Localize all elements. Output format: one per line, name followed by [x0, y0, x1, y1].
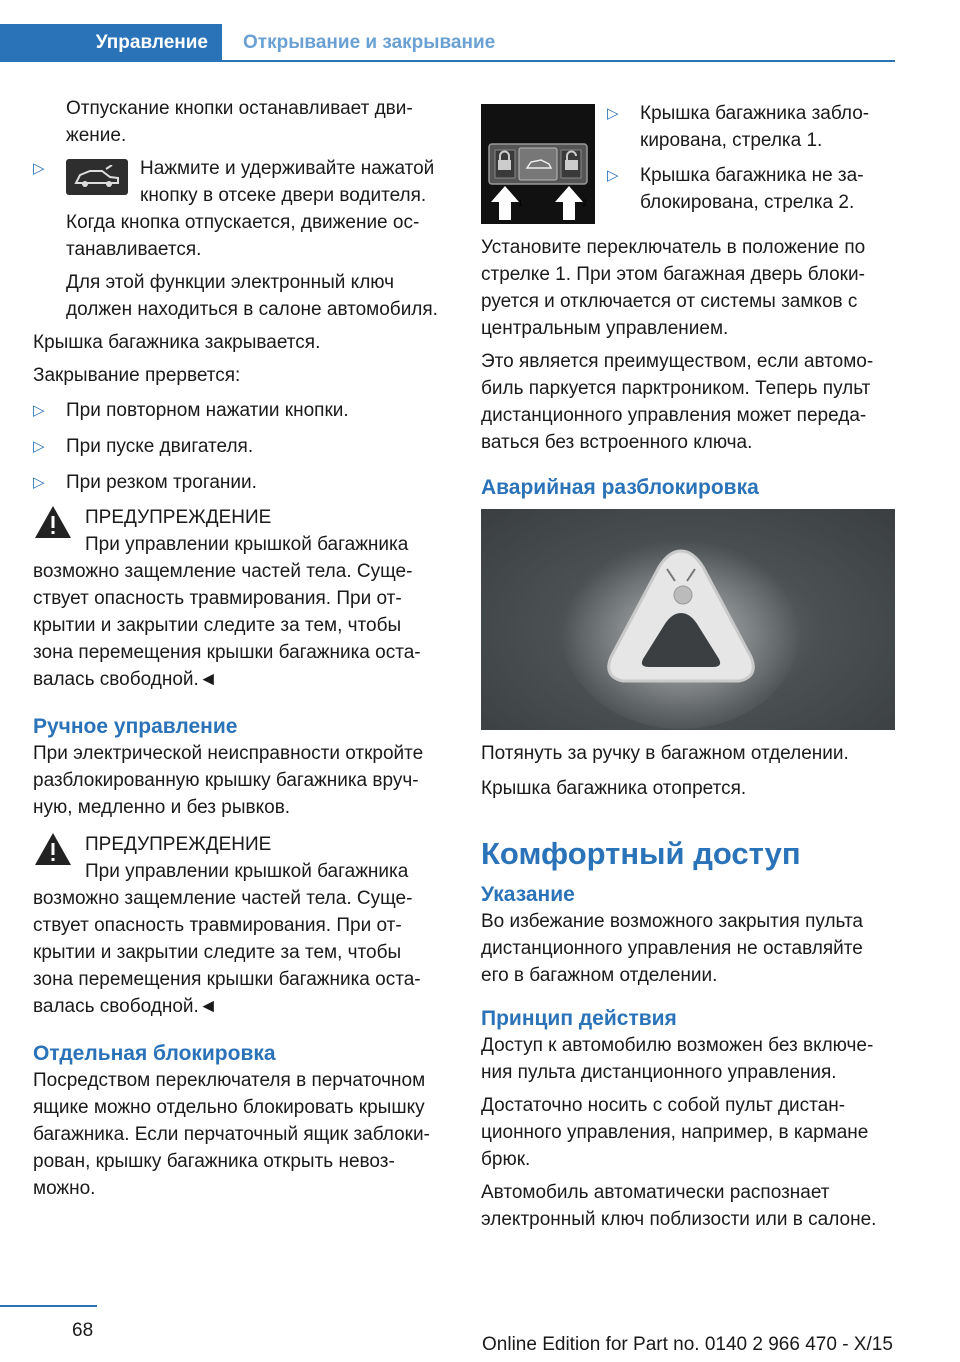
bullet-triangle-icon: ▷	[33, 160, 45, 177]
list-item	[607, 162, 896, 216]
bullet-triangle-icon: ▷	[607, 105, 619, 122]
right-column	[481, 100, 896, 501]
list-item-text: При резком трогании.	[66, 472, 257, 493]
section-heading: Аварийная разблокировка	[481, 476, 759, 499]
list-item	[33, 397, 448, 424]
list-item	[33, 433, 448, 460]
left-column	[33, 95, 448, 1202]
warning-line: При управлении крышкой багажника	[85, 861, 409, 882]
trunk-button-icon	[66, 159, 128, 195]
footer-rule	[0, 1305, 97, 1307]
warning-triangle-icon	[33, 831, 73, 867]
page-number: 68	[72, 1320, 94, 1341]
header-rule	[0, 60, 895, 62]
right-column-lower	[481, 740, 896, 1233]
paragraph: Установите переключатель в положение по стрелке 1. При этом багажная дверь блоки- руется и отключается от системы замков с центральным управлением.	[481, 237, 866, 339]
bullet-triangle-icon: ▷	[607, 167, 619, 184]
arrow-label-1: 1	[518, 198, 524, 208]
bullet-triangle-icon: ▷	[33, 438, 45, 455]
warning-title: ПРЕДУПРЕЖДЕНИЕ	[85, 834, 272, 855]
paragraph: Посредством переключателя в перчаточном ящике можно отдельно блокировать крышку багажника. Если перчаточный ящик заблоки- рован, крышку багажника открыть невоз- можно.	[33, 1070, 430, 1199]
footer-edition: Online Edition for Part no. 0140 2 966 470 - X/15	[482, 1334, 893, 1355]
header-subsection: Открывание и закрывание	[243, 32, 496, 53]
paragraph: При электрической неисправности откройте разблокированную крышку багажника вруч- ную, медленно и без рывков.	[33, 743, 424, 818]
list-item-text: При пуске двигателя.	[66, 436, 254, 457]
paragraph: Крышка багажника отопрется.	[481, 778, 747, 799]
bullet-triangle-icon: ▷	[33, 402, 45, 419]
bullet-continuation: Когда кнопка отпускается, движение ос- танавливается.	[66, 212, 420, 260]
bullet-triangle-icon: ▷	[33, 474, 45, 491]
warning-text: возможно защемление частей тела. Суще- ствует опасность травмирования. При от- крытии и закрытии следите за тем, чтобы зона перемещения крышки багажника оста- валась свободной.◄	[33, 888, 421, 1017]
warning-title: ПРЕДУПРЕЖДЕНИЕ	[85, 507, 272, 528]
paragraph: Отпускание кнопки останавливает дви- жение.	[66, 98, 413, 146]
list-item-text: Крышка багажника не за- блокирована, стрелка 2.	[640, 165, 864, 213]
paragraph: Потянуть за ручку в багажном отделении.	[481, 743, 849, 764]
paragraph: Доступ к автомобилю возможен без включе- ния пульта дистанционного управления.	[481, 1035, 874, 1083]
warning-block	[33, 831, 448, 1020]
section-heading: Ручное управление	[33, 715, 238, 738]
paragraph: Во избежание возможного закрытия пульта дистанционного управления не оставляйте его в багажном отделении.	[481, 911, 863, 986]
header-section-tab	[0, 24, 222, 62]
list-item	[33, 469, 448, 496]
arrow-label-2: 2	[582, 198, 588, 208]
paragraph: Крышка багажника закрывается.	[33, 332, 321, 353]
warning-text: возможно защемление частей тела. Суще- ствует опасность травмирования. При от- крытии и закрытии следите за тем, чтобы зона перемещения крышки багажника оста- валась свободной.◄	[33, 561, 421, 690]
paragraph: Достаточно носить с собой пульт дистан- ционного управления, например, в кармане брюк.	[481, 1095, 869, 1170]
paragraph: Это является преимуществом, если автомо- биль паркуется парктроником. Теперь пульт дистанционного управления может переда- ваться без встроенного ключа.	[481, 351, 874, 453]
emergency-release-handle-image	[481, 509, 895, 730]
list-item	[607, 100, 896, 154]
header-section: Управление	[95, 32, 208, 53]
section-heading: Принцип действия	[481, 1007, 677, 1030]
paragraph: Автомобиль автоматически распознает электронный ключ поблизости или в салоне.	[481, 1182, 877, 1230]
warning-triangle-icon	[33, 504, 73, 540]
list-item-text: При повторном нажатии кнопки.	[66, 400, 349, 421]
paragraph: Закрывание прервется:	[33, 365, 241, 386]
warning-line: При управлении крышкой багажника	[85, 534, 409, 555]
bullet-line: кнопку в отсеке двери водителя.	[140, 185, 427, 206]
bullet-line: Нажмите и удерживайте нажатой	[140, 158, 435, 179]
list-item-text: Крышка багажника забло- кирована, стрелка 1.	[640, 103, 870, 151]
chapter-heading: Комфортный доступ	[481, 836, 801, 871]
bullet-note: Для этой функции электронный ключ должен находиться в салоне автомобиля.	[66, 272, 438, 320]
list-item	[33, 155, 448, 323]
warning-block	[33, 504, 448, 693]
section-heading: Отдельная блокировка	[33, 1042, 276, 1065]
section-heading: Указание	[481, 883, 575, 906]
